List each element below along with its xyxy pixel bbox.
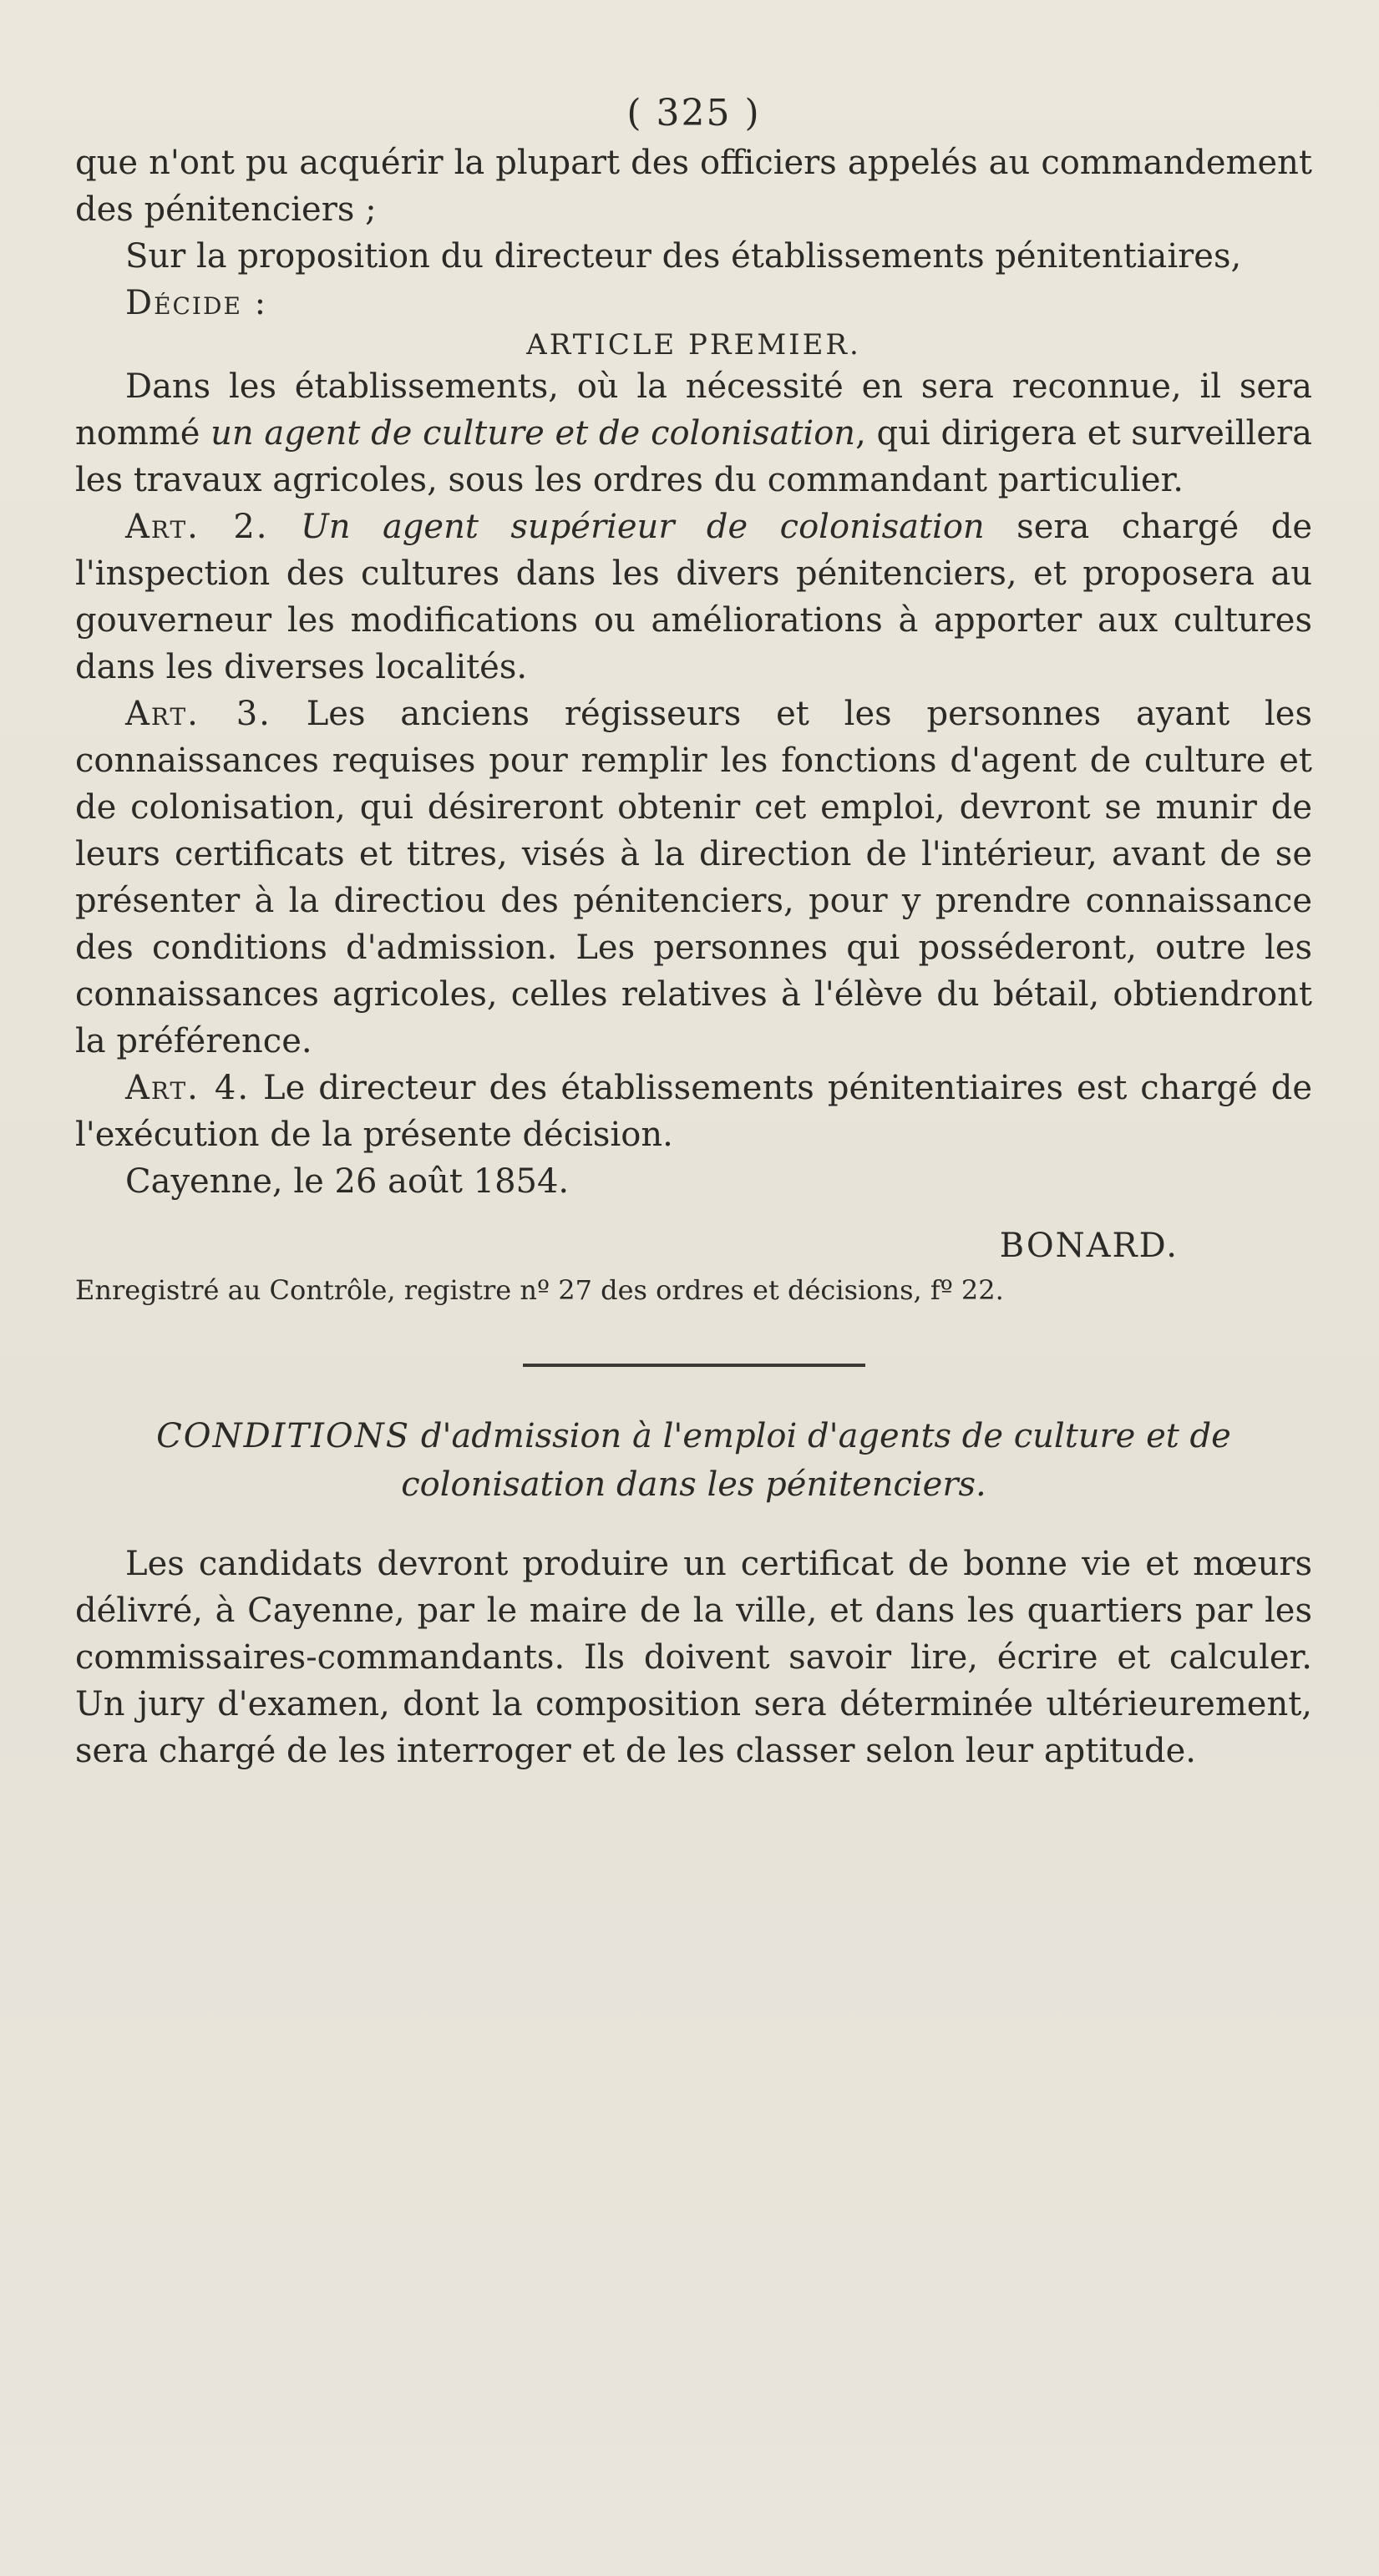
page-number: ( 325 ) — [626, 92, 761, 134]
article-3-label: Art. 3. — [125, 695, 271, 733]
date-line: Cayenne, le 26 août 1854. — [125, 1162, 570, 1201]
article-4-label: Art. 4. — [125, 1069, 251, 1107]
article-premier-heading: ARTICLE PREMIER. — [526, 328, 861, 362]
article-2-label: Art. 2. — [125, 508, 269, 546]
section-body: Les candidats devront produire un certificat de bonne vie et mœurs délivré, à Cayenne, par le maire de la ville, et dans les quartiers par les commissaires-commandants. Ils doivent savoir lire, écrire et calculer. Un jury d'examen, dont la composition sera déterminée ultérieurement, sera chargé de les interroger et de les classer selon leur aptitude. — [75, 1545, 1312, 1770]
decide-label: Décide : — [125, 284, 268, 322]
section-divider — [523, 1364, 865, 1367]
section-title — [125, 1412, 1262, 1509]
article-2-text — [75, 504, 1312, 691]
decide-line — [75, 280, 1312, 326]
article-1-text-a: Dans les établissements, où la nécessité en sera reconnue, il sera nommé — [75, 367, 1312, 453]
article-2-body: sera chargé de l'inspection des cultures dans les divers pénitenciers, et proposera au gouverneur les modifications ou améliorations à apporter aux cultures dans les diverses localités. — [75, 508, 1312, 686]
article-1-text-b: , qui dirigera et surveillera les travaux agricoles, sous les ordres du commandant particulier. — [75, 414, 1312, 499]
article-1-italic: un agent de culture et de colonisation — [210, 414, 856, 453]
registration-note: Enregistré au Contrôle, registre nº 27 des ordres et décisions, fº 22. — [75, 1274, 1004, 1306]
paragraph-continuation: que n'ont pu acquérir la plupart des officiers appelés au commandement des pénitenciers ; — [75, 144, 1312, 229]
article-1-text — [75, 363, 1312, 504]
article-2-italic: Un agent supérieur de colonisation — [301, 508, 985, 546]
article-3-text — [75, 691, 1312, 1065]
signature: BONARD. — [999, 1227, 1179, 1265]
section-title-rest: d'admission à l'emploi d'agents de culture et de colonisation dans les pénitenciers. — [401, 1417, 1231, 1504]
paragraph-proposition: Sur la proposition du directeur des établissements pénitentiaires, — [125, 237, 1242, 276]
article-4-text — [75, 1065, 1312, 1158]
article-3-body: Les anciens régisseurs et les personnes ayant les connaissances requises pour remplir les fonctions d'agent de culture et de colonisation, qui désireront obtenir cet emploi, devront se munir de leurs certificats et titres, visés à la direction de l'intérieur, avant de se présenter à la directiou des pénitenciers, pour y prendre connaissance des conditions d'admission. Les personnes qui posséderont, outre les connaissances agricoles, celles relatives à l'élève du bétail, obtiendront la préférence. — [75, 695, 1312, 1060]
section-title-caps: CONDITIONS — [156, 1417, 411, 1455]
article-4-body: Le directeur des établissements pénitentiaires est chargé de l'exécution de la présente décision. — [75, 1069, 1312, 1154]
